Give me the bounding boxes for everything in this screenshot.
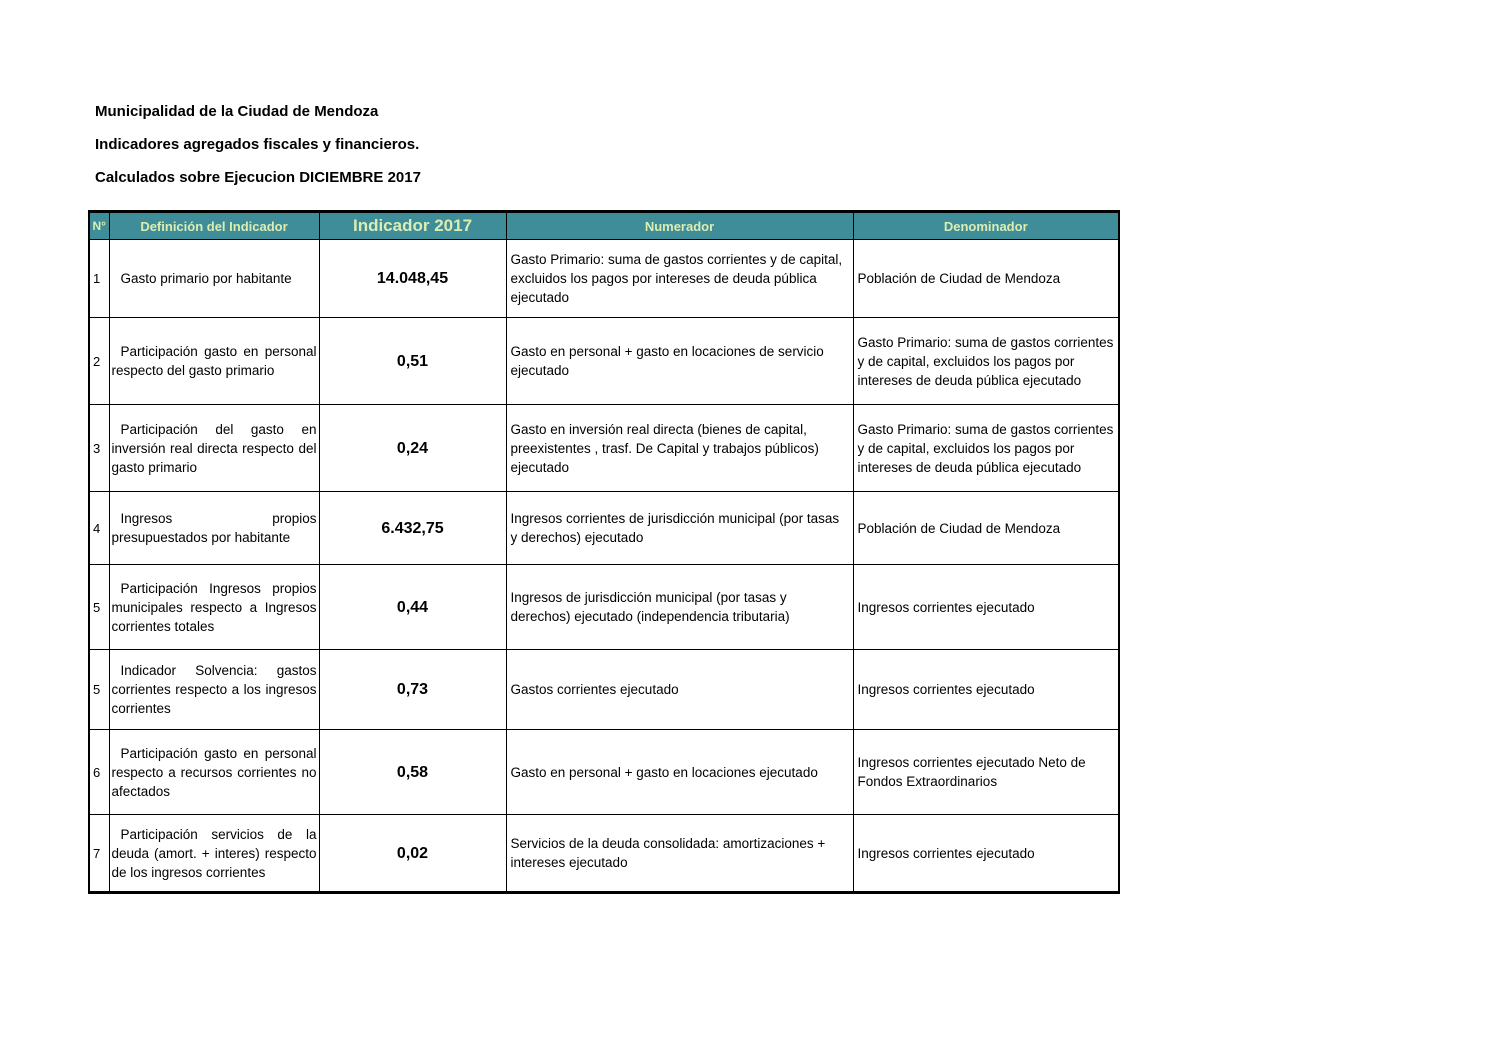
definicion-cell: Participación del gasto en inversión real directa respecto del gasto primario (109, 405, 319, 492)
indicador-value-cell: 6.432,75 (319, 492, 506, 565)
document-period-line: Calculados sobre Ejecucion DICIEMBRE 2017 (95, 169, 421, 186)
numerador-cell: Servicios de la deuda consolidada: amortizaciones + intereses ejecutado (506, 815, 853, 893)
indicators-table-header (89, 212, 1119, 240)
indicador-value-cell: 0,02 (319, 815, 506, 893)
denominador-cell: Ingresos corrientes ejecutado (853, 815, 1119, 893)
definicion-cell: Participación gasto en personal respecto del gasto primario (109, 318, 319, 405)
definicion-cell: Participación servicios de la deuda (amort. + interes) respecto de los ingresos corrientes (109, 815, 319, 893)
row-number-cell: 4 (89, 492, 109, 565)
row-number-cell: 7 (89, 815, 109, 893)
column-header-numero: N° (89, 212, 109, 240)
numerador-cell: Ingresos corrientes de jurisdicción municipal (por tasas y derechos) ejecutado (506, 492, 853, 565)
denominador-cell: Gasto Primario: suma de gastos corrientes y de capital, excluidos los pagos por intereses de deuda pública ejecutado (853, 405, 1119, 492)
column-header-numerador: Numerador (506, 212, 853, 240)
table-row (89, 405, 1119, 492)
indicador-value-cell: 0,58 (319, 730, 506, 815)
definicion-cell: Ingresos propios presupuestados por habitante (109, 492, 319, 565)
indicador-value-cell: 0,73 (319, 650, 506, 730)
row-number-cell: 6 (89, 730, 109, 815)
row-number-cell: 2 (89, 318, 109, 405)
numerador-cell: Gasto en inversión real directa (bienes de capital, preexistentes , trasf. De Capital y trabajos públicos) ejecutado (506, 405, 853, 492)
indicador-value-cell: 0,44 (319, 565, 506, 650)
denominador-cell: Gasto Primario: suma de gastos corrientes y de capital, excluidos los pagos por intereses de deuda pública ejecutado (853, 318, 1119, 405)
row-number-cell: 3 (89, 405, 109, 492)
denominador-cell: Ingresos corrientes ejecutado (853, 650, 1119, 730)
table-row (89, 650, 1119, 730)
denominador-cell: Población de Ciudad de Mendoza (853, 492, 1119, 565)
denominador-cell: Ingresos corrientes ejecutado Neto de Fondos Extraordinarios (853, 730, 1119, 815)
indicador-value-cell: 0,24 (319, 405, 506, 492)
numerador-cell: Gastos corrientes ejecutado (506, 650, 853, 730)
indicador-value-cell: 0,51 (319, 318, 506, 405)
numerador-cell: Gasto en personal + gasto en locaciones de servicio ejecutado (506, 318, 853, 405)
indicators-table-body (89, 240, 1119, 893)
table-row (89, 565, 1119, 650)
indicators-table (88, 210, 1120, 894)
column-header-definicion: Definición del Indicador (109, 212, 319, 240)
document-subtitle: Indicadores agregados fiscales y financieros. (95, 136, 420, 153)
definicion-cell: Participación Ingresos propios municipales respecto a Ingresos corrientes totales (109, 565, 319, 650)
numerador-cell: Gasto en personal + gasto en locaciones ejecutado (506, 730, 853, 815)
table-row (89, 815, 1119, 893)
table-row (89, 318, 1119, 405)
document-headings (95, 104, 421, 203)
numerador-cell: Gasto Primario: suma de gastos corrientes y de capital, excluidos los pagos por intereses de deuda pública ejecutado (506, 240, 853, 318)
column-header-denominador: Denominador (853, 212, 1119, 240)
numerador-cell: Ingresos de jurisdicción municipal (por tasas y derechos) ejecutado (independencia tributaria) (506, 565, 853, 650)
row-number-cell: 1 (89, 240, 109, 318)
indicador-value-cell: 14.048,45 (319, 240, 506, 318)
row-number-cell: 5 (89, 650, 109, 730)
table-row (89, 730, 1119, 815)
definicion-cell: Indicador Solvencia: gastos corrientes respecto a los ingresos corrientes (109, 650, 319, 730)
definicion-cell: Participación gasto en personal respecto a recursos corrientes no afectados (109, 730, 319, 815)
denominador-cell: Población de Ciudad de Mendoza (853, 240, 1119, 318)
table-row (89, 492, 1119, 565)
document-title: Municipalidad de la Ciudad de Mendoza (95, 103, 379, 120)
definicion-cell: Gasto primario por habitante (109, 240, 319, 318)
row-number-cell: 5 (89, 565, 109, 650)
denominador-cell: Ingresos corrientes ejecutado (853, 565, 1119, 650)
table-row (89, 240, 1119, 318)
column-header-indicador-2017: Indicador 2017 (319, 212, 506, 240)
